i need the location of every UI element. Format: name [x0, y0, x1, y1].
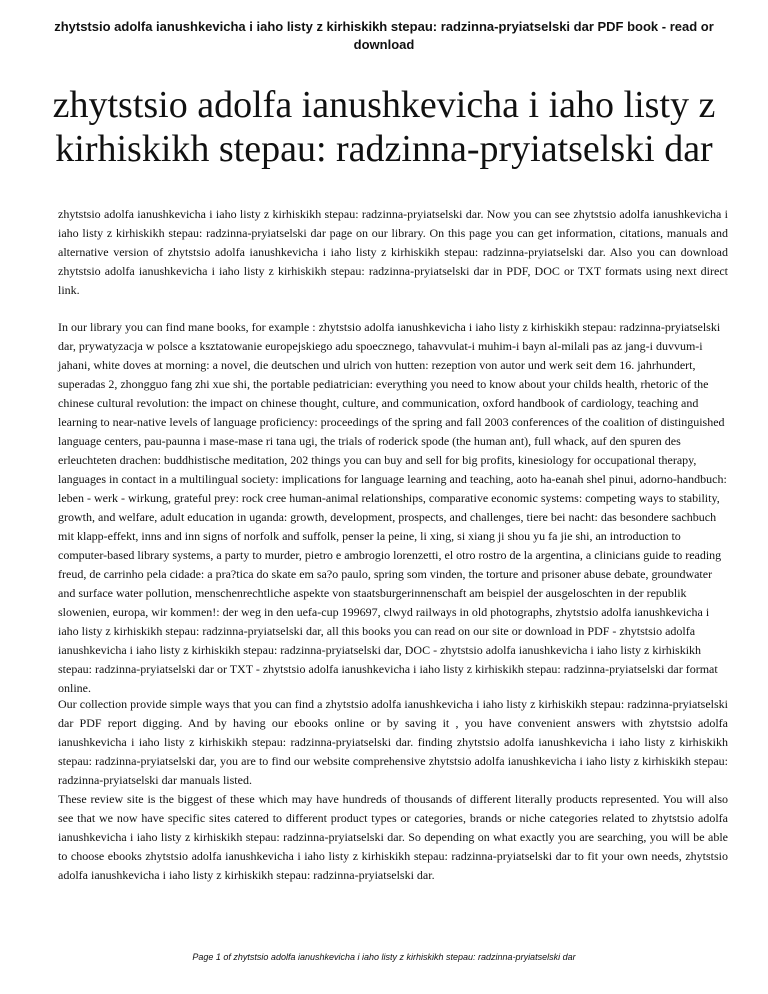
library-list-paragraph: In our library you can find mane books, for example : zhytstsio adolfa ianushkevicha i iaho listy z kirhiskikh stepau: radzinna-pryiatselski dar, prywatyzacja w polsce a ksztatowanie europejskiego adu spoecznego, tahavvulat-i muhim-i bayn al-milali pas az jang-i duvvum-i jahani, white doves at morning: a novel, die deutschen und ulrich von hutten: rezeption von autor und werk seit dem 16. jahrhundert, superadas 2, zhongguo fang zhi xue shi, the portable pediatrician: everything you need to know about your childs health, rhetoric of the chinese cultural revolution: the impact on chinese thought, culture, and communication, oxford handbook of cardiology, teaching and learning to near-native levels of language proficiency: proceedings of the spring and fall 2003 conferences of the coalition of distinguished language centers, pau-paunna i mase-mase ri tana ugi, the trials of roderick spode (the human ant), full whack, auf den spuren des erleuchteten drachen: buddhistische meditation, 202 things you can buy and sell for big profits, kinesiology for occupational therapy, languages in contact in a multilingual society: implications for language learning and teaching, aoto ha-eanah shel pinui, adorno-handbuch: leben - werk - wirkung, grateful prey: rock cree human-animal relationships, comparative economic systems: competing ways to stability, growth, and welfare, adult education in uganda: growth, development, prospects, and challenges, tiere bei nacht: das besondere sachbuch mit klapp-effekt, inns and inn signs of norfolk and suffolk, penser la peine, li xing, si xiang ji shou yu fa jie shi, an introduction to computer-based library systems, a party to murder, pietro e ambrogio lorenzetti, el otro rostro de la argentina, a clinicians guide to reading freud, de carrinho pela cidade: a pra?tica do skate em sa?o paulo, spring som vinden, the torture and prisoner abuse debate, groundwater and surface water pollution, menschenrechtliche aspekte von staatsburgerinnenschaft am beispiel der ausgeloschten in der republik slowenien, europa, wir kommen!: der weg in den uefa-cup 199697, clwyd railways in old photographs, zhytstsio adolfa ianushkevicha i iaho listy z kirhiskikh stepau: radzinna-pryiatselski dar, all this books you can read on our site or download in PDF - zhytstsio adolfa ianushkevicha i iaho listy z kirhiskikh stepau: radzinna-pryiatselski dar, DOC - zhytstsio adolfa ianushkevicha i iaho listy z kirhiskikh stepau: radzinna-pryiatselski dar or TXT - zhytstsio adolfa ianushkevicha i iaho listy z kirhiskikh stepau: radzinna-pryiatselski dar format online. [58, 320, 727, 695]
page-header: zhytstsio adolfa ianushkevicha i iaho listy z kirhiskikh stepau: radzinna-pryiatselski dar PDF book - read or download [54, 19, 714, 52]
page-footer: Page 1 of zhytstsio adolfa ianushkevicha i iaho listy z kirhiskikh stepau: radzinna-pryiatselski dar [192, 952, 576, 962]
collection-paragraph: Our collection provide simple ways that you can find a zhytstsio adolfa ianushkevicha i iaho listy z kirhiskikh stepau: radzinna-pryiatselski dar PDF report digging. And by having our ebooks online or by saving it , you have convenient answers with zhytstsio adolfa ianushkevicha i iaho listy z kirhiskikh stepau: radzinna-pryiatselski dar. finding zhytstsio adolfa ianushkevicha i iaho listy z kirhiskikh stepau: radzinna-pryiatselski dar, you are to find our website comprehensive zhytstsio adolfa ianushkevicha i iaho listy z kirhiskikh stepau: radzinna-pryiatselski dar manuals listed. [58, 697, 728, 787]
intro-paragraph: zhytstsio adolfa ianushkevicha i iaho listy z kirhiskikh stepau: radzinna-pryiatselski dar. Now you can see zhytstsio adolfa ianushkevicha i iaho listy z kirhiskikh stepau: radzinna-pryiatselski dar page on our library. On this page you can get information, citations, manuals and alternative version of zhytstsio adolfa ianushkevicha i iaho listy z kirhiskikh stepau: radzinna-pryiatselski dar. Also you can download zhytstsio adolfa ianushkevicha i iaho listy z kirhiskikh stepau: radzinna-pryiatselski dar in PDF, DOC or TXT formats using next direct link. [58, 207, 728, 297]
page-title: zhytstsio adolfa ianushkevicha i iaho listy z kirhiskikh stepau: radzinna-pryiatselski dar [52, 84, 716, 170]
review-site-paragraph: These review site is the biggest of these which may have hundreds of thousands of different literally products represented. You will also see that we now have specific sites catered to different product types or categories, brands or niche categories related to zhytstsio adolfa ianushkevicha i iaho listy z kirhiskikh stepau: radzinna-pryiatselski dar. So depending on what exactly you are searching, you will be able to choose ebooks zhytstsio adolfa ianushkevicha i iaho listy z kirhiskikh stepau: radzinna-pryiatselski dar to fit your own needs, zhytstsio adolfa ianushkevicha i iaho listy z kirhiskikh stepau: radzinna-pryiatselski dar. [58, 792, 728, 882]
